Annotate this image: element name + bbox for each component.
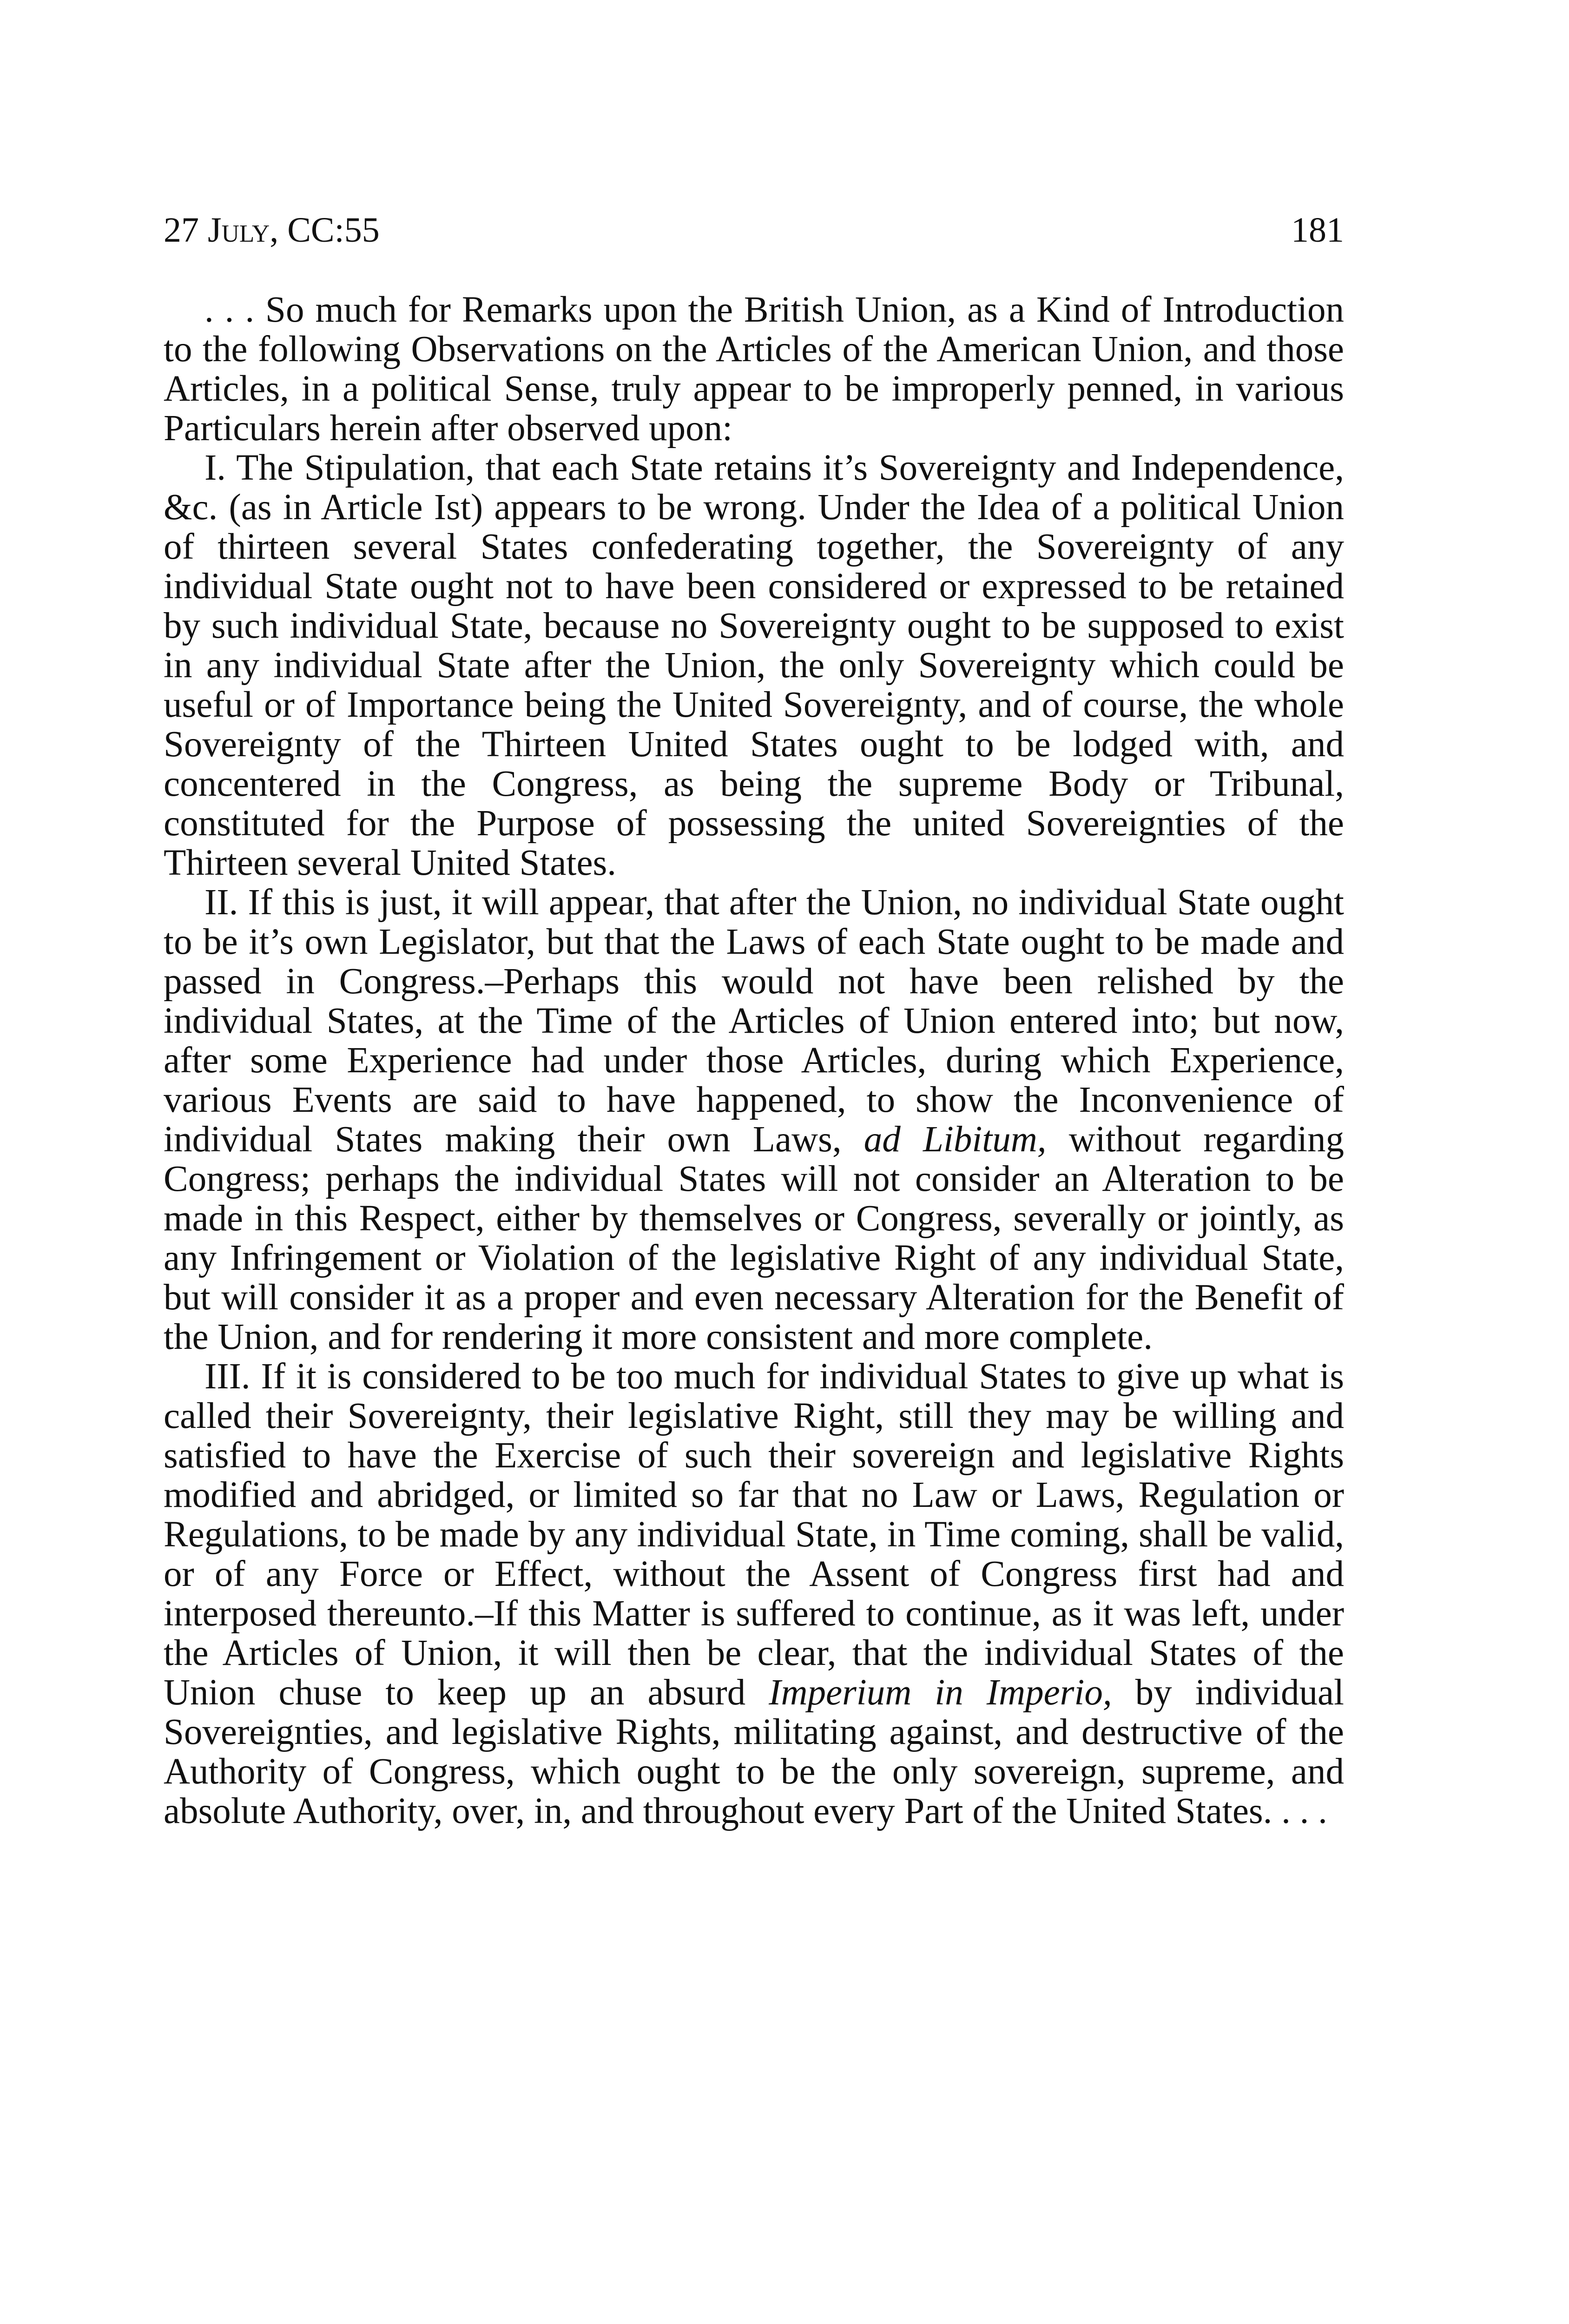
text-run: II. If this is just, it will appear, that after the Union, no individual State ought to be it’s own Legislator, but that the Laws of each State ought to be made and passed in Congress.–Perhaps this would not have been relished by the individual States, at the Time of the Articles of Union entered into; but now, after some Experience had under those Articles, during which Experience, various Events are said to have happened, to show the Inconvenience of individual States making their own Laws, xyxy=(164,882,1344,1160)
paragraph-article-2 xyxy=(164,883,1344,1357)
running-head-month: July xyxy=(208,211,270,250)
text-run: without regarding Congress; perhaps the individual States will not consider an Alteration to be made in this Respect, either by themselves or Congress, severally or jointly, as any Infringement or Violation of the legislative Right of any individual State, but will consider it as a proper and even necessary Alteration for the Benefit of the Union, and for rendering it more consistent and more complete. xyxy=(164,1119,1344,1357)
text-run: III. If it is considered to be too much for individual States to give up what is called their Sovereignty, their legislative Right, still they may be willing and satisfied to have the Exercise of such their sovereign and legislative Rights modified and abridged, or limited so far that no Law or Laws, Regulation or Regulations, to be made by any individual State, in Time coming, shall be valid, or of any Force or Effect, without the Assent of Congress first had and interposed thereunto.–If this Matter is suffered to continue, as it was left, under the Articles of Union, it will then be clear, that the individual States of the Union chuse to keep up an absurd xyxy=(164,1356,1344,1713)
body-text xyxy=(164,290,1344,1831)
running-head-separator: , xyxy=(270,211,288,250)
document-page xyxy=(164,205,1344,1831)
paragraph-article-1 xyxy=(164,448,1344,883)
page-number: 181 xyxy=(1291,211,1344,250)
running-head xyxy=(164,205,1344,256)
italic-phrase: ad Libitum, xyxy=(864,1119,1047,1160)
running-head-doc-ref: CC:55 xyxy=(287,211,380,250)
running-head-citation xyxy=(164,205,380,256)
text-run: by individual Sovereignties, and legislative Rights, militating against, and destructive of the Authority of Congress, which ought to be the only sovereign, supreme, and absolute Authority, over, in, and throughout every Part of the United States. . . . xyxy=(164,1672,1344,1831)
paragraph-article-3 xyxy=(164,1357,1344,1831)
text-run: I. The Stipulation, that each State retains it’s Sovereignty and Independence, &c. (as in Article Ist) appears to be wrong. Under the Idea of a political Union of thirteen several States confederating together, the Sovereignty of any individual State ought not to have been considered or expressed to be retained by such individual State, because no Sovereignty ought to be supposed to exist in any individual State after the Union, the only Sovereignty which could be useful or of Importance being the United Sovereignty, and of course, the whole Sovereignty of the Thirteen United States ought to be lodged with, and concentered in the Congress, as being the supreme Body or Tribunal, constituted for the Purpose of possessing the united Sovereignties of the Thirteen several United States. xyxy=(164,448,1344,883)
running-head-day: 27 xyxy=(164,211,199,250)
text-run: . . . So much for Remarks upon the British Union, as a Kind of Introduction to the following Observations on the Articles of the American Union, and those Articles, in a political Sense, truly appear to be improperly penned, in various Particulars herein after observed upon: xyxy=(164,290,1344,449)
italic-phrase: Imperium in Imperio, xyxy=(769,1672,1112,1713)
paragraph-intro xyxy=(164,290,1344,448)
